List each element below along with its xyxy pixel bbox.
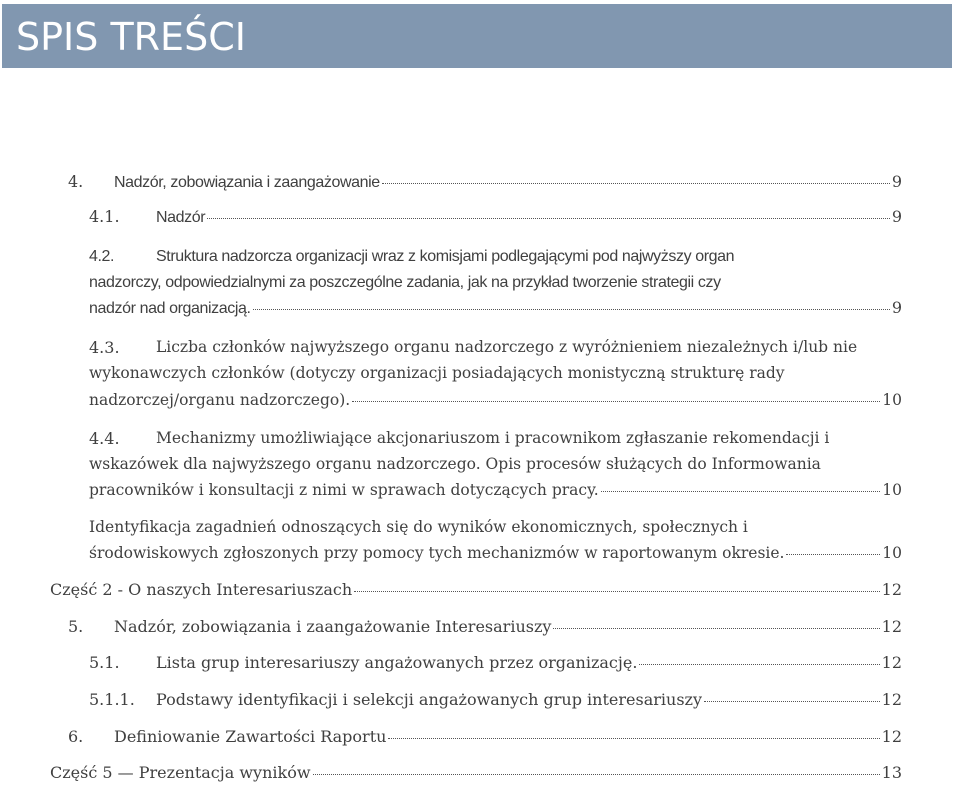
toc-entry[interactable] xyxy=(0,760,960,786)
toc-title: Nadzór, zobowiązania i zaangażowanie Interesariuszy xyxy=(114,617,552,636)
toc-title-line: nadzorczy, odpowiedzialnymi za poszczególne zadania, jak na przykład tworzenie strategii czy xyxy=(89,274,721,291)
toc-leader xyxy=(639,664,879,665)
toc-last-line xyxy=(0,540,960,566)
toc-number: 5.1. xyxy=(89,653,120,672)
toc-page: 10 xyxy=(882,481,902,499)
toc-entry[interactable] xyxy=(0,577,960,603)
toc-title: Nadzór xyxy=(156,209,206,226)
toc-leader xyxy=(253,309,890,310)
header-bar xyxy=(2,4,952,68)
toc-number: 4.3. xyxy=(89,338,120,357)
page-title: SPIS TREŚCI xyxy=(16,15,246,59)
toc-page: 12 xyxy=(881,617,902,636)
toc-leader xyxy=(313,774,880,775)
toc-title-line: wykonawczych członków (dotyczy organizacji posiadających monistyczną strukturę rady xyxy=(89,364,785,382)
toc-number: 5. xyxy=(68,617,84,636)
toc-leader xyxy=(553,628,879,629)
toc-title-line: pracowników i konsultacji z nimi w sprawach dotyczących pracy. xyxy=(89,481,599,499)
toc-leader xyxy=(352,401,880,402)
toc-number: 4.2. xyxy=(89,248,115,265)
toc-number: 6. xyxy=(68,727,84,746)
toc-page: 12 xyxy=(881,727,902,746)
toc-leader xyxy=(382,183,890,184)
toc-leader xyxy=(354,591,880,592)
toc-title: Część 2 - O naszych Interesariuszach xyxy=(50,580,353,599)
toc-last-line xyxy=(0,387,960,413)
toc-page: 9 xyxy=(891,207,902,226)
toc-entry[interactable] xyxy=(0,614,960,640)
toc-last-line xyxy=(0,477,960,503)
toc-title-line: nadzór nad organizacją. xyxy=(89,300,251,317)
toc-last-line xyxy=(0,295,960,321)
toc-number: 4. xyxy=(68,172,84,191)
toc-title: Nadzór, zobowiązania i zaangażowanie xyxy=(114,174,380,191)
toc-page: 12 xyxy=(881,690,902,709)
toc-title-line: środowiskowych zgłoszonych przy pomocy tych mechanizmów w raportowanym okresie. xyxy=(89,544,785,562)
toc-leader xyxy=(207,218,890,219)
toc-entry[interactable] xyxy=(0,204,960,230)
toc-page: 12 xyxy=(881,653,902,672)
toc-page: 10 xyxy=(882,544,902,562)
toc-entry[interactable] xyxy=(0,687,960,713)
toc-leader xyxy=(601,491,881,492)
toc-title-line: nadzorczej/organu nadzorczego). xyxy=(89,391,351,409)
toc-page: 9 xyxy=(891,298,902,317)
toc-title-line: Identyfikacja zagadnień odnoszących się do wyników ekonomicznych, społecznych i xyxy=(89,518,748,536)
toc-title: Podstawy identyfikacji i selekcji angażowanych grup interesariuszy xyxy=(156,690,702,709)
toc-number: 5.1.1. xyxy=(89,690,135,709)
toc-page: 9 xyxy=(891,172,902,191)
toc-page: 13 xyxy=(881,763,902,782)
toc-title-line: Mechanizmy umożliwiające akcjonariuszom i pracownikom zgłaszanie rekomendacji i xyxy=(156,429,830,447)
toc-entry[interactable] xyxy=(0,724,960,750)
toc-page: 10 xyxy=(882,391,902,409)
toc-number: 4.4. xyxy=(89,429,120,448)
toc-title: Definiowanie Zawartości Raportu xyxy=(114,727,387,746)
toc-title-line: Liczba członków najwyższego organu nadzorczego z wyróżnieniem niezależnych i/lub nie xyxy=(156,338,858,356)
toc-entry[interactable] xyxy=(0,169,960,195)
toc-leader xyxy=(786,554,880,555)
toc-leader xyxy=(388,738,879,739)
toc-number: 4.1. xyxy=(89,207,120,226)
toc-page: 12 xyxy=(881,580,902,599)
toc-title-line: Struktura nadzorcza organizacji wraz z komisjami podlegającymi pod najwyższy organ xyxy=(156,248,735,265)
toc-title: Część 5 — Prezentacja wyników xyxy=(50,763,311,782)
toc-title-line: wskazówek dla najwyższego organu nadzorczego. Opis procesów służących do Informowania xyxy=(89,455,821,473)
toc-entry[interactable] xyxy=(0,650,960,676)
toc-title: Lista grup interesariuszy angażowanych przez organizację. xyxy=(156,653,638,672)
toc-leader xyxy=(704,701,880,702)
